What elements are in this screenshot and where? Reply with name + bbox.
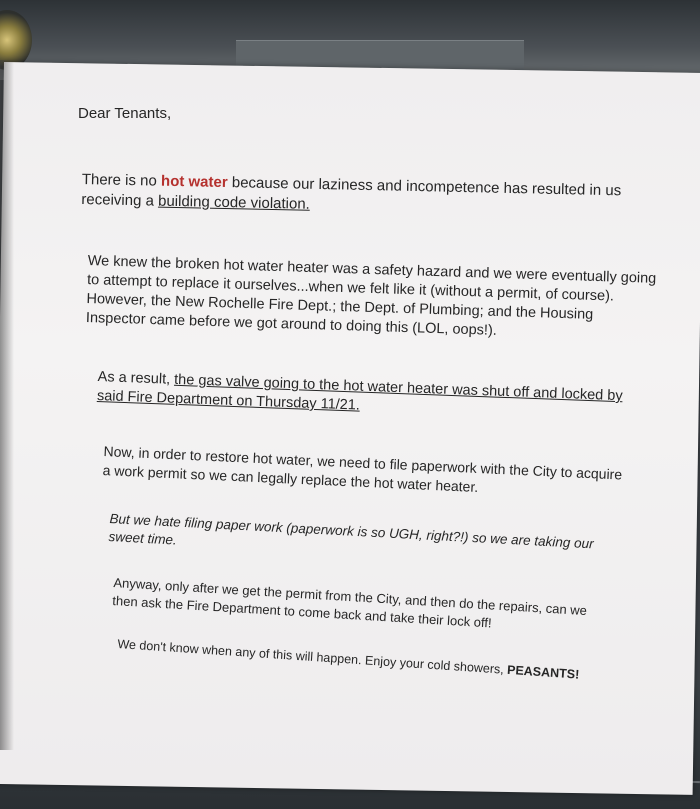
paragraph-safety-hazard: We knew the broken hot water heater was a safety hazard and we were eventually going to attempt to replace it ourselves...when we felt like it (without a permit, of course). However, the New Rochelle Fire Dept.; the Dept. of Plumbing; and the Housing Inspector came before we got around to doing this (LOL, oops!). xyxy=(85,252,657,339)
gas-valve-statement: the gas valve going to the hot water heater was shut off and locked by said Fire Department on Thursday 11/21. xyxy=(96,371,623,414)
greeting: Dear Tenants, xyxy=(78,105,172,122)
p1-mid: because our laziness and incompetence has resulted in us receiving a xyxy=(81,174,622,210)
hot-water-highlight: hot water xyxy=(160,172,228,192)
peasants-bold: PEASANTS! xyxy=(506,662,580,682)
paragraph-work-permit: Now, in order to restore hot water, we need to file paperwork with the City to acquire a work permit so we can legally replace the hot water heater. xyxy=(102,442,623,496)
paragraph-paperwork: But we hate filing paper work (paperwork is so UGH, right?!) so we are taking our sweet time. xyxy=(108,510,595,552)
sheet-shadow xyxy=(0,60,14,750)
p7-text: We don't know when any of this will happen. Enjoy your cold showers, xyxy=(117,636,508,677)
building-code-violation: building code violation. xyxy=(157,192,311,213)
p3-pre: As a result, xyxy=(97,368,175,388)
p1-pre: There is no xyxy=(81,170,162,190)
paragraph-fire-department: Anyway, only after we get the permit from the City, and then do the repairs, can we then ask the Fire Department to come back and take their lock off! xyxy=(111,574,588,631)
